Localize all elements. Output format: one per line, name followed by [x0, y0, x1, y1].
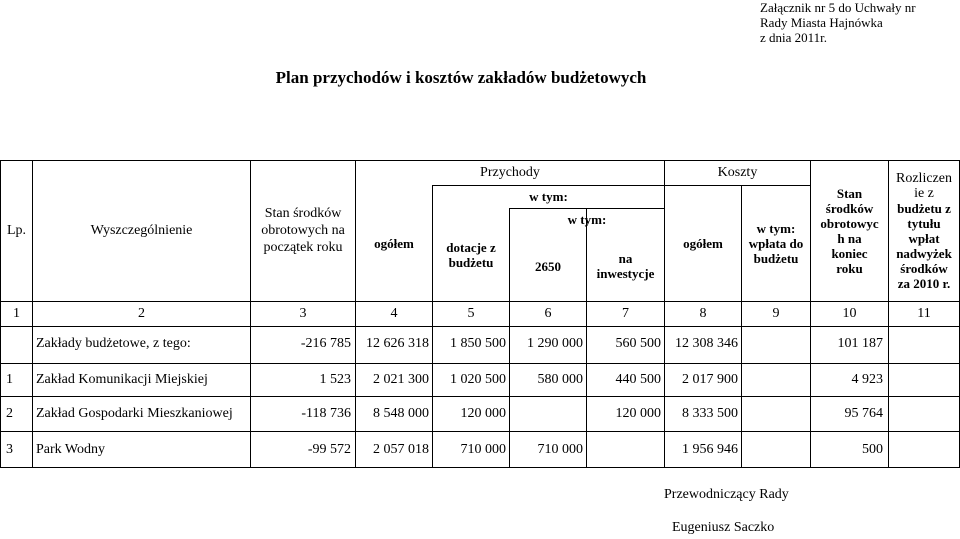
cell-stan-poczatek: -99 572	[307, 442, 351, 457]
header-wyszczegolnienie: Wyszczególnienie	[90, 223, 193, 238]
header-dotacje-wtym: w tym:	[567, 212, 607, 227]
column-number: 11	[917, 305, 931, 321]
cell-2650: 1 290 000	[527, 336, 583, 351]
column-number: 10	[842, 305, 857, 321]
grid-line	[0, 326, 960, 327]
row-name: Zakład Komunikacji Miejskiej	[36, 372, 208, 387]
cell-inwestycje: 120 000	[615, 406, 661, 421]
cell-przychody: 2 021 300	[373, 372, 429, 387]
header-line: tytułu	[907, 215, 941, 231]
header-line: środków	[825, 200, 874, 216]
cell-koszty: 8 333 500	[682, 406, 738, 421]
cell-stan-poczatek: -118 736	[301, 406, 351, 421]
header-stan-poczatek: Stan środków obrotowych na początek roku	[261, 206, 345, 255]
header-code-2650: 2650	[535, 258, 561, 274]
header-koszty-ogolem: ogółem	[683, 235, 723, 251]
row-lp: 2	[6, 406, 13, 421]
header-przychody-ogolem: ogółem	[374, 235, 414, 251]
grid-line	[0, 396, 960, 397]
annex-line: z dnia 2011r.	[760, 30, 828, 45]
annex-line: Załącznik nr 5 do Uchwały nr	[760, 0, 916, 15]
column-number: 1	[13, 305, 20, 321]
row-lp: 3	[6, 442, 13, 457]
header-line: Stan	[836, 185, 863, 201]
header-line: obrotowyc	[820, 215, 879, 231]
cell-dotacje: 710 000	[460, 442, 506, 457]
column-number: 2	[138, 305, 145, 321]
header-line: budżetu z	[897, 200, 951, 216]
column-number: 6	[544, 305, 552, 321]
cell-przychody: 8 548 000	[373, 406, 429, 421]
header-line: środków	[900, 260, 948, 276]
column-number: 4	[390, 305, 398, 321]
cell-inwestycje: 560 500	[615, 336, 661, 351]
cell-stan-koniec: 101 187	[837, 336, 883, 351]
row-name: Park Wodny	[36, 442, 106, 457]
header-inwestycje: na inwestycje	[596, 251, 655, 281]
cell-dotacje: 120 000	[460, 406, 506, 421]
cell-dotacje: 1 020 500	[450, 372, 506, 387]
grid-line	[0, 431, 960, 432]
header-line: ie z	[914, 185, 934, 201]
header-line: wpłat	[908, 230, 940, 246]
cell-inwestycje: 440 500	[615, 372, 661, 387]
header-line: koniec	[831, 245, 868, 261]
grid-line	[0, 363, 960, 364]
header-line: h na	[837, 230, 862, 246]
row-name: Zakłady budżetowe, z tego:	[36, 336, 191, 351]
header-wplata: w tym: wpłata do budżetu	[748, 220, 804, 266]
annex-note	[760, 0, 916, 45]
cell-koszty: 1 956 946	[682, 442, 738, 457]
column-number: 9	[772, 305, 780, 321]
row-name: Zakład Gospodarki Mieszkaniowej	[36, 406, 233, 421]
header-przychody: Przychody	[480, 165, 540, 180]
cell-stan-koniec: 95 764	[844, 406, 883, 421]
cell-przychody: 2 057 018	[373, 442, 429, 457]
page-title: Plan przychodów i kosztów zakładów budżetowych	[275, 68, 647, 87]
header-line: Rozliczen	[896, 170, 952, 186]
header-stan-koniec	[811, 160, 888, 301]
cell-stan-poczatek: -216 785	[300, 336, 351, 351]
cell-koszty: 12 308 346	[675, 336, 738, 351]
header-koszty: Koszty	[717, 165, 758, 180]
header-line: nadwyżek	[896, 245, 952, 261]
cell-stan-poczatek: 1 523	[319, 372, 351, 387]
cell-koszty: 2 017 900	[682, 372, 738, 387]
grid-line	[0, 467, 960, 468]
row-lp: 1	[6, 372, 13, 387]
cell-2650: 710 000	[537, 442, 583, 457]
cell-dotacje: 1 850 500	[450, 336, 506, 351]
header-lp: Lp.	[6, 223, 27, 238]
annex-line: Rady Miasta Hajnówka	[760, 15, 883, 30]
column-number: 5	[467, 305, 475, 321]
header-dotacje: dotacje z budżetu	[446, 239, 496, 270]
cell-przychody: 12 626 318	[366, 336, 429, 351]
cell-stan-koniec: 500	[862, 442, 883, 457]
header-rozliczenie	[889, 160, 959, 301]
header-line: roku	[836, 260, 863, 276]
header-line: za 2010 r.	[897, 275, 951, 291]
column-number: 7	[622, 305, 629, 321]
header-przychody-wtym: w tym:	[529, 189, 568, 204]
cell-2650: 580 000	[537, 372, 583, 387]
column-number: 8	[699, 305, 707, 321]
signature-name: Eugeniusz Saczko	[672, 520, 775, 535]
signature-role: Przewodniczący Rady	[664, 487, 789, 502]
column-number: 3	[299, 305, 307, 321]
cell-stan-koniec: 4 923	[851, 372, 883, 387]
